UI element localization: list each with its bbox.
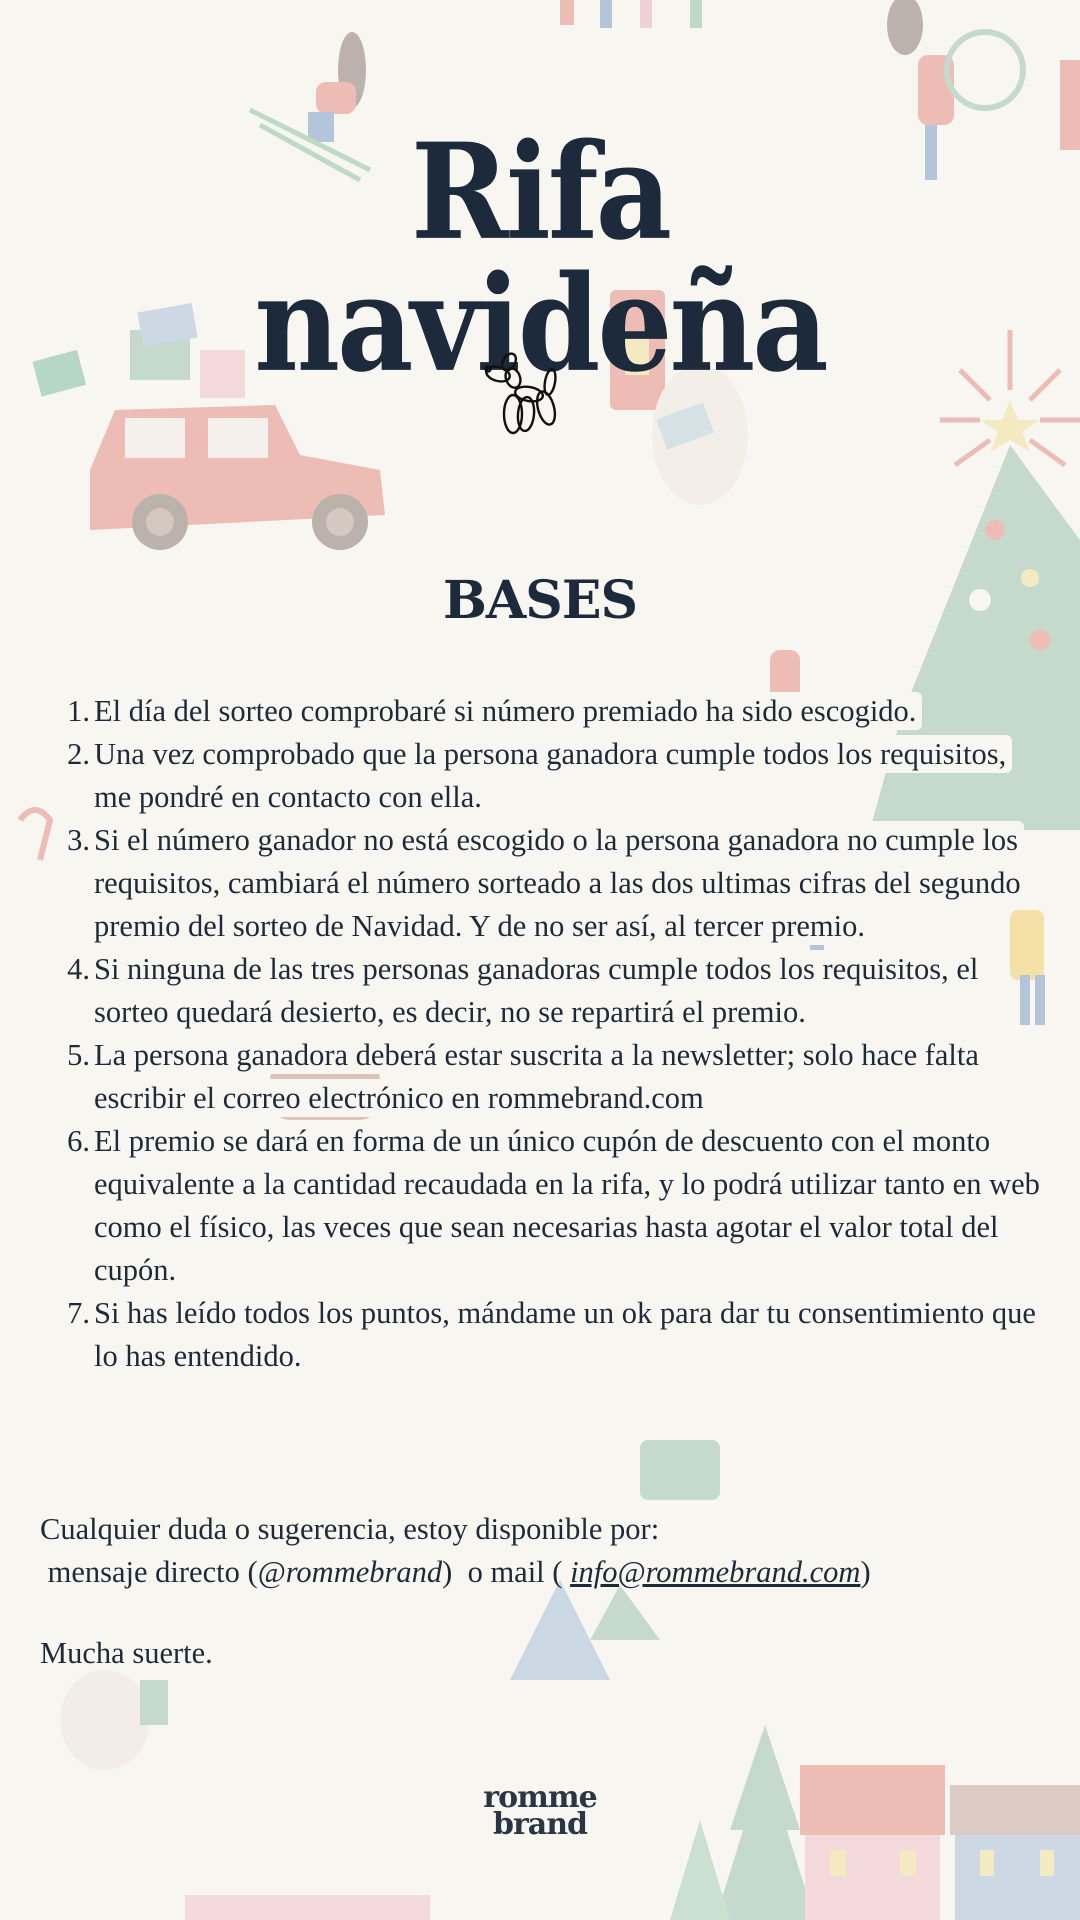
rule-item: 1. El día del sorteo comprobaré si número premiado ha sido escogido. <box>62 690 1042 733</box>
balloon-dog-icon <box>483 350 571 438</box>
brand-logo: romme brand <box>483 1780 597 1842</box>
closing-message: Mucha suerte. <box>40 1636 213 1670</box>
page-title <box>0 114 1080 402</box>
email-link[interactable]: info@rommebrand.com <box>570 1555 861 1589</box>
title-line-2: navideña <box>254 246 826 402</box>
contact-info <box>40 1508 871 1594</box>
section-title-bases: BASES <box>442 570 638 632</box>
rules-list <box>62 690 1042 1378</box>
rule-item: 3. Si el número ganador no está escogido o la persona ganadora no cumple los requisitos, cambiará el número sorteado a las dos ultimas cifras del segundo premio del sorteo de Navidad. Y de no ser así, al tercer premio. <box>62 819 1042 948</box>
rule-item: 5. La persona ganadora deberá estar suscrita a la newsletter; solo hace falta escribir el correo electrónico en rommebrand.com <box>62 1034 1042 1120</box>
contact-channels: mensaje directo (@rommebrand) o mail ( info@rommebrand.com) <box>40 1555 871 1589</box>
rule-item: 2. Una vez comprobado que la persona ganadora cumple todos los requisitos, me pondré en contacto con ella. <box>62 733 1042 819</box>
instagram-handle-link[interactable]: @rommebrand <box>257 1555 443 1589</box>
contact-intro: Cualquier duda o sugerencia, estoy disponible por: <box>40 1512 660 1546</box>
rule-item: 4. Si ninguna de las tres personas ganadoras cumple todos los requisitos, el sorteo quedará desierto, es decir, no se repartirá el premio. <box>62 948 1042 1034</box>
rule-item: 7. Si has leído todos los puntos, mándame un ok para dar tu consentimiento que lo has entendido. <box>62 1292 1042 1378</box>
rule-item: 6. El premio se dará en forma de un único cupón de descuento con el monto equivalente a la cantidad recaudada en la rifa, y lo podrá utilizar tanto en web como el físico, las veces que sean necesarias hasta agotar el valor total del cupón. <box>62 1120 1042 1292</box>
title-line-1: Rifa <box>410 114 670 270</box>
